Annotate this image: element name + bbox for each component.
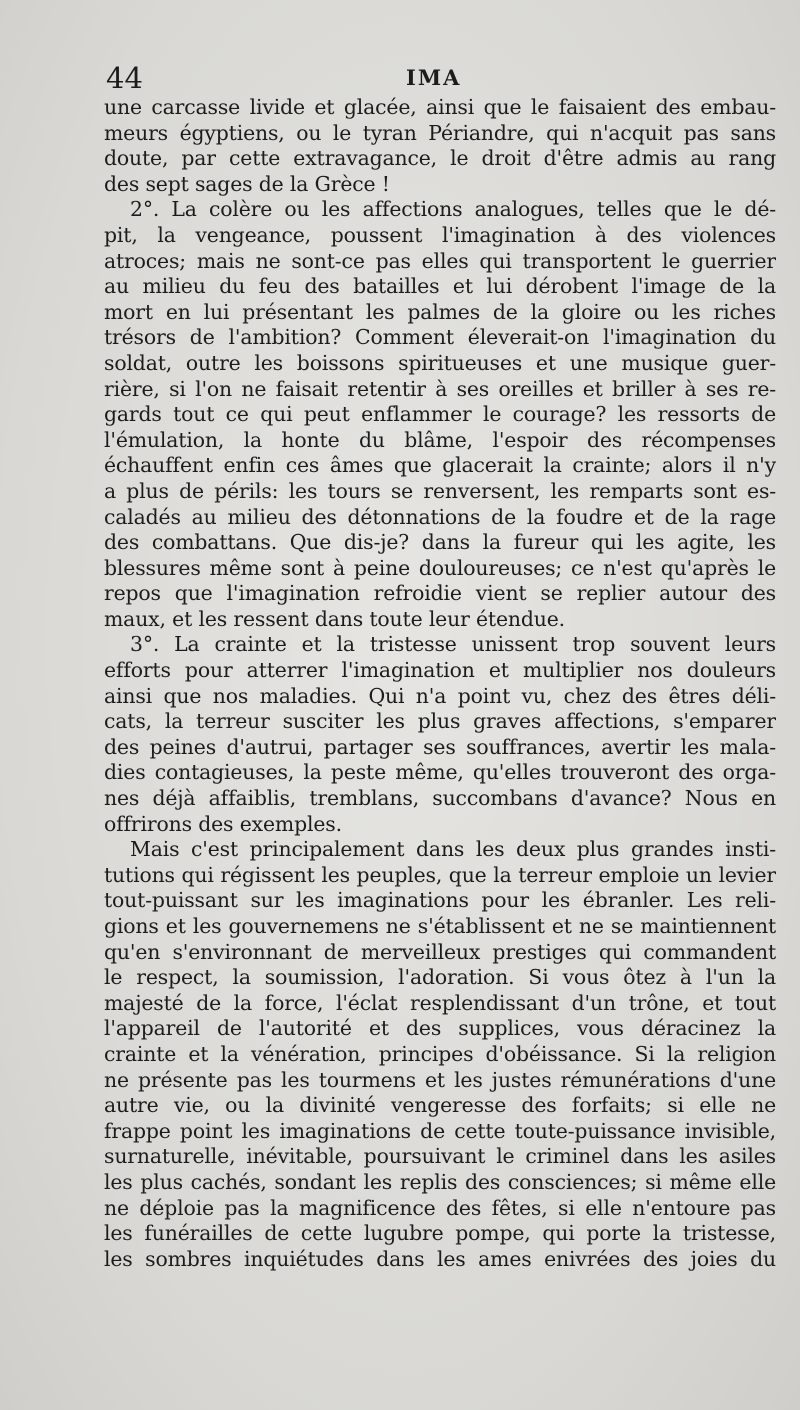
- text-line: une carcasse livide et glacée, ainsi que le faisaient des embau-: [104, 95, 776, 119]
- text-line: mort en lui présentant les palmes de la gloire ou les riches: [104, 299, 776, 324]
- text-line: l'émulation, la honte du blâme, l'espoir des récompenses: [104, 427, 776, 452]
- body-text: [104, 95, 776, 1272]
- text-line: frappe point les imaginations de cette toute-puissance invisible,: [104, 1118, 776, 1143]
- text-line: gards tout ce qui peut enflammer le courage? les ressorts de: [104, 402, 776, 427]
- text-line: les plus cachés, sondant les replis des consciences; si même elle: [104, 1169, 776, 1194]
- text-line: nes déjà affaiblis, tremblans, succombans d'avance? Nous en: [104, 786, 776, 811]
- text-line: trésors de l'ambition? Comment éleverait-on l'imagination du: [104, 325, 776, 350]
- text-line: pit, la vengeance, poussent l'imagination à des violences: [104, 222, 776, 247]
- text-line: tout-puissant sur les imaginations pour les ébranler. Les reli-: [104, 888, 776, 913]
- text-line: Mais c'est principalement dans les deux plus grandes insti-: [130, 837, 776, 862]
- text-line: dies contagieuses, la peste même, qu'elles trouveront des orga-: [104, 760, 776, 785]
- page-header: [106, 58, 774, 98]
- text-line: 3°. La crainte et la tristesse unissent trop souvent leurs: [130, 632, 776, 657]
- text-line: doute, par cette extravagance, le droit d'être admis au rang: [104, 146, 776, 171]
- text-line: échauffent enfin ces âmes que glacerait la crainte; alors il n'y: [104, 453, 776, 478]
- text-line: l'appareil de l'autorité et des supplices, vous déracinez la: [104, 1016, 776, 1041]
- text-line: ne présente pas les tourmens et les justes rémunérations d'une: [104, 1067, 776, 1092]
- text-line: le respect, la soumission, l'adoration. Si vous ôtez à l'un la: [104, 965, 776, 990]
- text-line: ainsi que nos maladies. Qui n'a point vu, chez des êtres déli-: [104, 683, 776, 708]
- text-line: des peines d'autrui, partager ses souffrances, avertir les mala-: [104, 734, 776, 759]
- text-line: a plus de périls: les tours se renversent, les remparts sont es-: [104, 478, 776, 503]
- text-line: 2°. La colère ou les affections analogues, telles que le dé-: [130, 197, 776, 222]
- text-line: caladés au milieu des détonnations de la foudre et de la rage: [104, 504, 776, 529]
- text-line: des combattans. Que dis-je? dans la fureur qui les agite, les: [104, 530, 776, 555]
- text-line: atroces; mais ne sont-ce pas elles qui transportent le guerrier: [104, 248, 776, 273]
- text-line: ne déploie pas la magnificence des fêtes, si elle n'entoure pas: [104, 1195, 776, 1220]
- text-line: les funérailles de cette lugubre pompe, qui porte la tristesse,: [104, 1221, 776, 1246]
- running-head: IMA: [406, 65, 462, 90]
- text-line: blessures même sont à peine douloureuses; ce n'est qu'après le: [104, 555, 776, 580]
- text-line: offrirons des exemples.: [104, 811, 342, 836]
- text-line: gions et les gouvernemens ne s'établissent et ne se maintiennent: [104, 914, 776, 938]
- text-line: autre vie, ou la divinité vengeresse des forfaits; si elle ne: [104, 1093, 776, 1118]
- text-line: qu'en s'environnant de merveilleux prestiges qui commandent: [104, 939, 776, 964]
- text-line: des sept sages de la Grèce !: [104, 171, 390, 196]
- text-line: rière, si l'on ne faisait retentir à ses oreilles et briller à ses re-: [104, 376, 776, 401]
- text-line: au milieu du feu des batailles et lui dérobent l'image de la: [104, 274, 776, 299]
- text-line: maux, et les ressent dans toute leur étendue.: [104, 606, 566, 631]
- text-line: efforts pour atterrer l'imagination et multiplier nos douleurs: [104, 658, 776, 683]
- text-line: crainte et la vénération, principes d'obéissance. Si la religion: [104, 1041, 776, 1066]
- text-line: soldat, outre les boissons spiritueuses et une musique guer-: [104, 350, 776, 375]
- text-line: cats, la terreur susciter les plus graves affections, s'emparer: [104, 709, 776, 734]
- page-number: 44: [106, 61, 143, 95]
- text-line: surnaturelle, inévitable, poursuivant le criminel dans les asiles: [104, 1144, 776, 1169]
- text-line: tutions qui régissent les peuples, que la terreur emploie un levier: [104, 862, 776, 887]
- text-line: les sombres inquiétudes dans les ames enivrées des joies du: [104, 1246, 776, 1271]
- text-line: majesté de la force, l'éclat resplendissant d'un trône, et tout: [104, 990, 776, 1015]
- text-line: repos que l'imagination refroidie vient se replier autour des: [104, 581, 776, 606]
- text-line: meurs égyptiens, ou le tyran Périandre, qui n'acquit pas sans: [104, 120, 776, 145]
